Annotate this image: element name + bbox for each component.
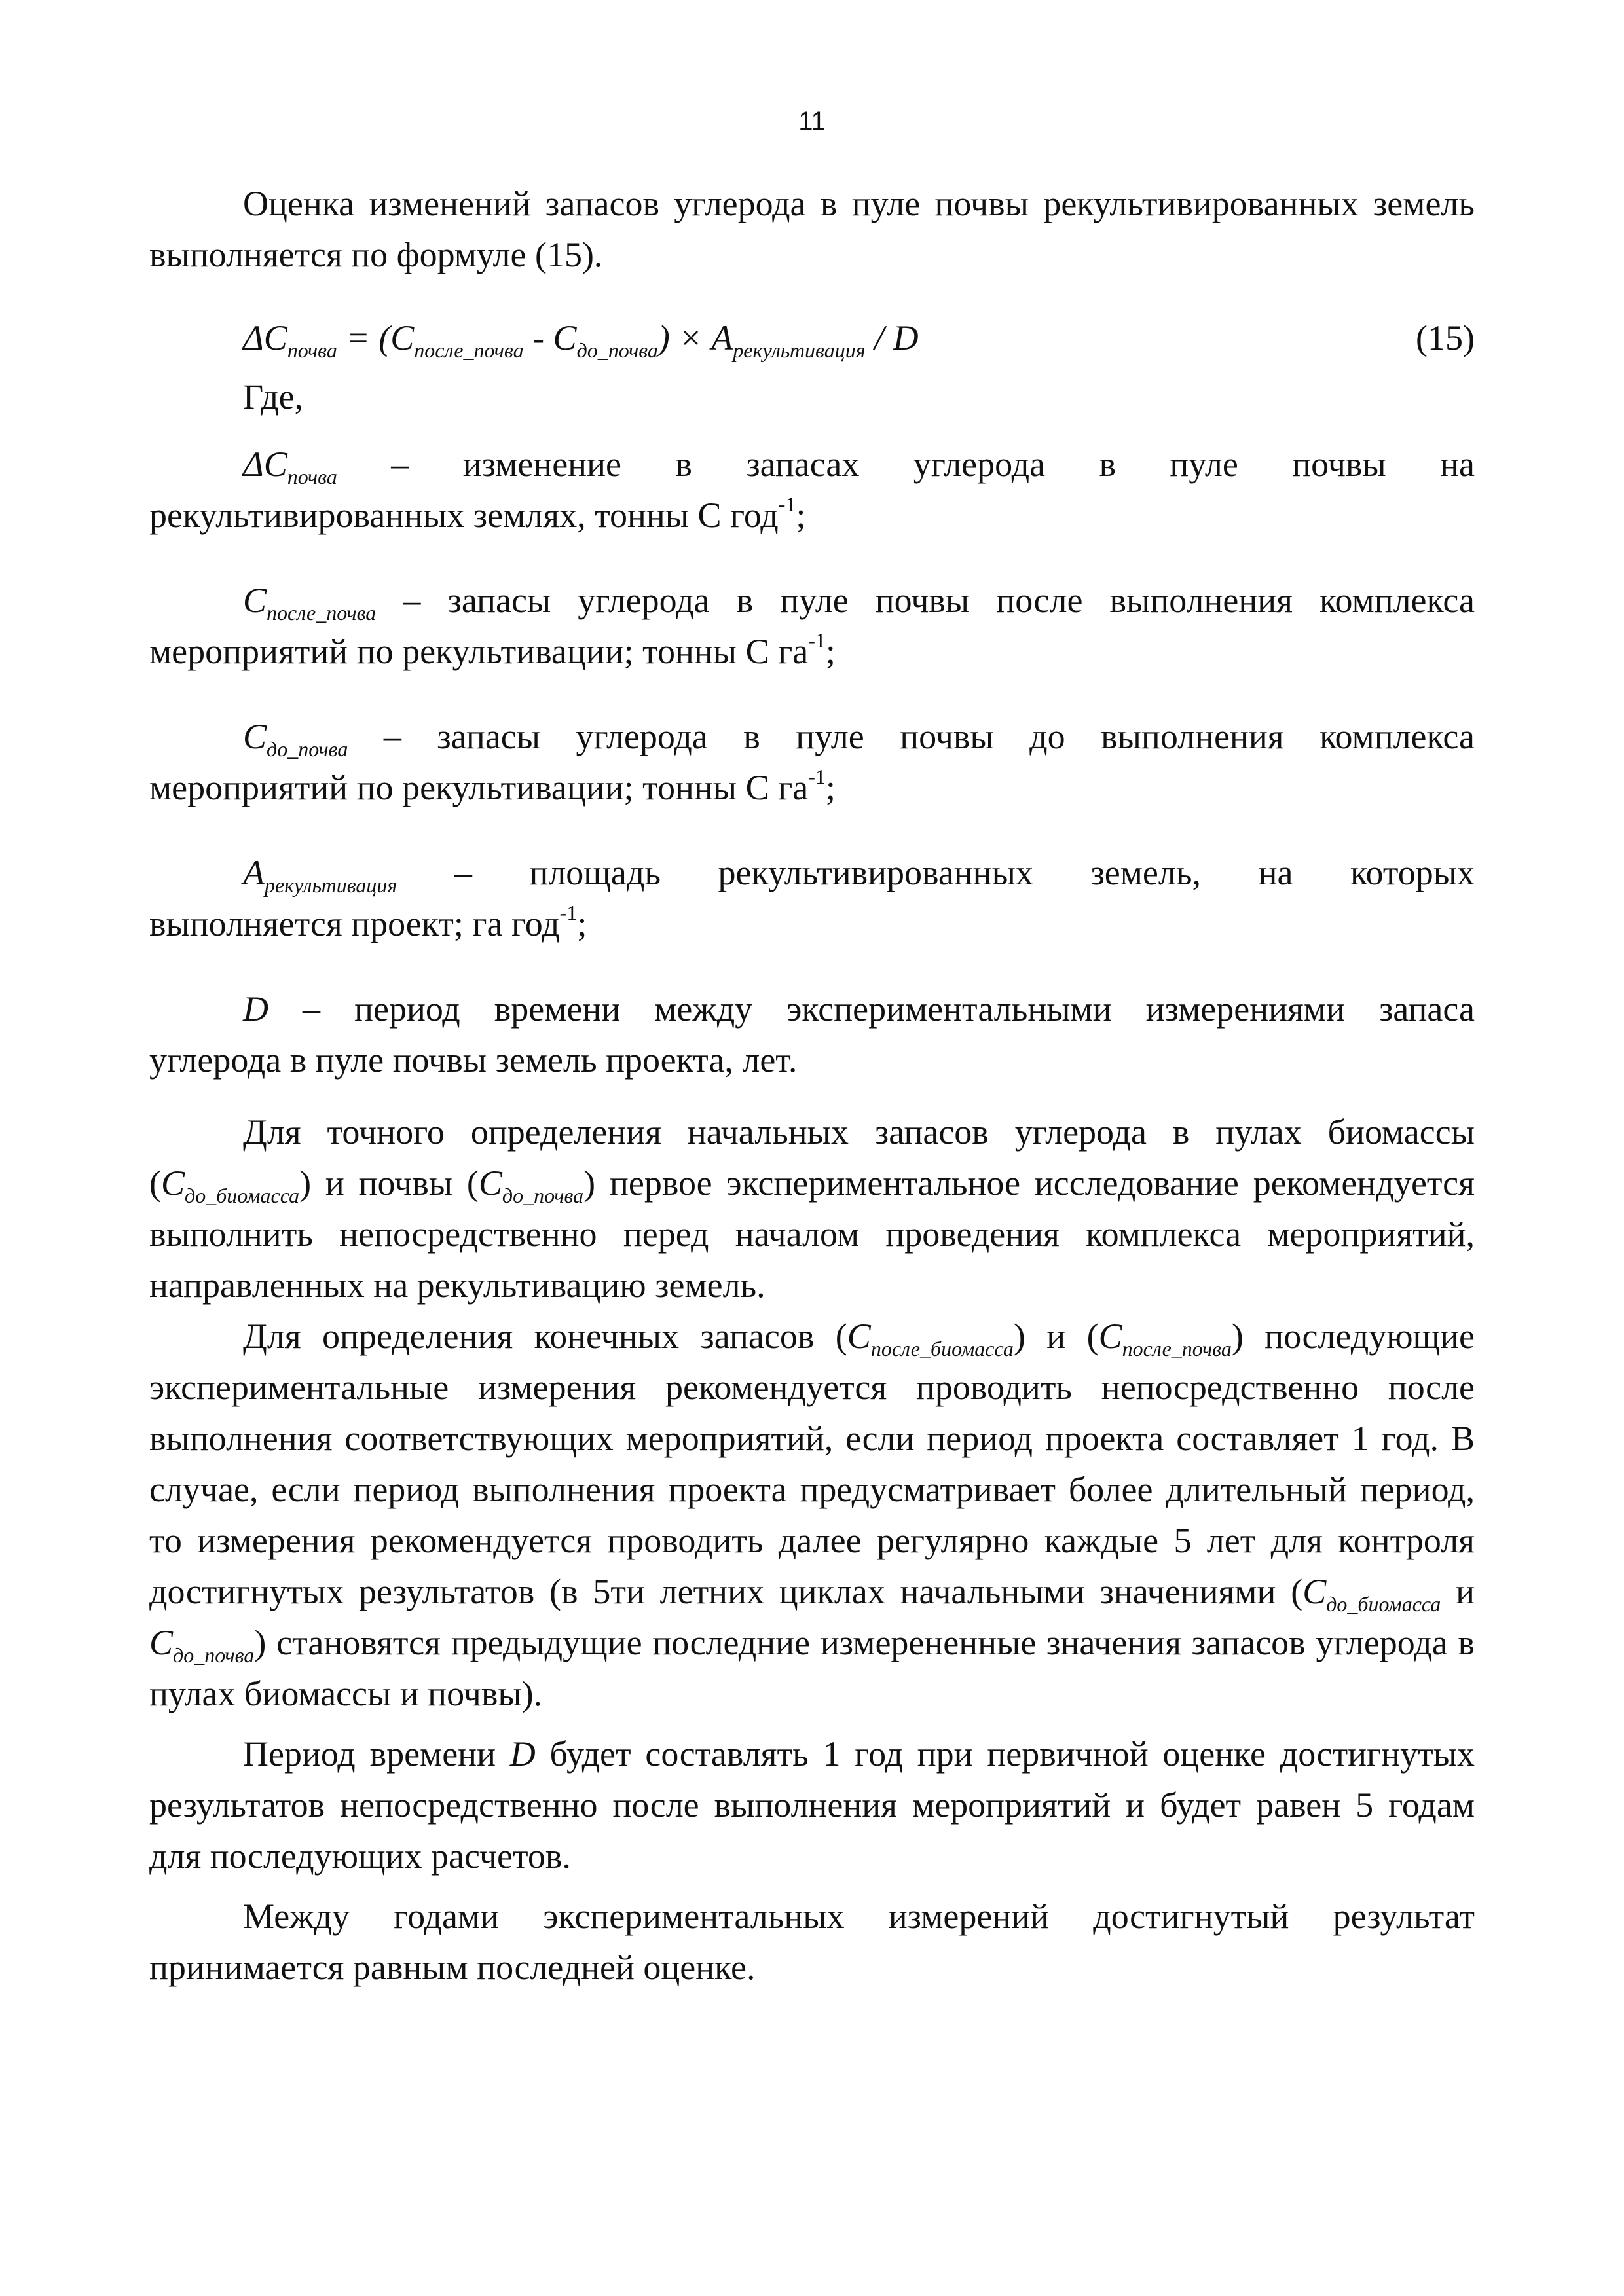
formula-number: (15) [1416, 318, 1475, 357]
page-number: 11 [798, 107, 826, 136]
definition-c-posle-pochva: $C_{после\_почва}$ – запасы углерода в пуле почвы после выполнения комплекса мероприятий по рекультивации; тонны C $га^{-1}$; [149, 581, 1475, 671]
intro-text: Оценка изменений запасов углерода в пуле почвы рекультивированных земель выполняется по формуле (15). [149, 184, 1475, 274]
definition-a-rekultivatsiya: $A_{рекультивация}$ – площадь рекультивированных земель, на которых выполняется проект; га год$^{-1}$; [149, 853, 1475, 943]
paragraph-final-stocks: Для определения конечных запасов $(C_{после\_биомасса})$ и $(C_{после\_почва})$ последующие экспериментальные измерения рекомендуется проводить непосредственно после выполнения соответствующих мероприятий, если период проекта составляет 1 год. В случае, если период выполнения проекта предусматривает более длительный период, то измерения рекомендуется проводить далее регулярно каждые 5 лет для контроля достигнутых результатов (в 5ти летних циклах начальными значениями ($C_{до\_биомасса}$ и $C_{до\_почва}$) становятся предыдущие последние измерененные значения запасов углерода в пулах биомассы и почвы). [149, 1317, 1475, 1713]
paragraph-time-period: Период времени D будет составлять 1 год при первичной оценке достигнутых результатов непосредственно после выполнения мероприятий и будет равен 5 годам для последующих расчетов. [149, 1734, 1475, 1876]
paragraph-between-years: Между годами экспериментальных измерений достигнутый результат принимается равным последней оценке. [149, 1897, 1475, 1987]
definition-c-do-pochva: $C_{до\_почва}$ – запасы углерода в пуле почвы до выполнения комплекса мероприятий по рекультивации; тонны C $га^{-1}$; [149, 717, 1475, 807]
paragraph-initial-stocks: Для точного определения начальных запасов углерода в пулах биомассы $(C_{до\_биомасса})$ и почвы $(C_{до\_почва})$ первое экспериментальное исследование рекомендуется выполнить непосредственно перед началом проведения комплекса мероприятий, направленных на рекультивацию земель. [149, 1112, 1475, 1305]
definition-delta-c-pochva: $\Delta C_{почва}$ – изменение в запасах углерода в пуле почвы на рекультивированных землях, тонны C год$^{-1}$; [149, 445, 1475, 535]
intro-paragraph [149, 178, 1475, 280]
definition-d: D – период времени между экспериментальными измерениями запаса углерода в пуле почвы земель проекта, лет. [149, 989, 1475, 1080]
formula-expression: $\Delta C_{почва} = (C_{после\_почва} - C_{до\_почва}) \times A_{рекультивация} / D$ [243, 318, 919, 362]
definitions-list [149, 439, 1475, 1085]
where-label: Где, [243, 377, 304, 416]
formula-15 [149, 308, 1475, 368]
main-paragraphs [149, 1106, 1475, 1993]
